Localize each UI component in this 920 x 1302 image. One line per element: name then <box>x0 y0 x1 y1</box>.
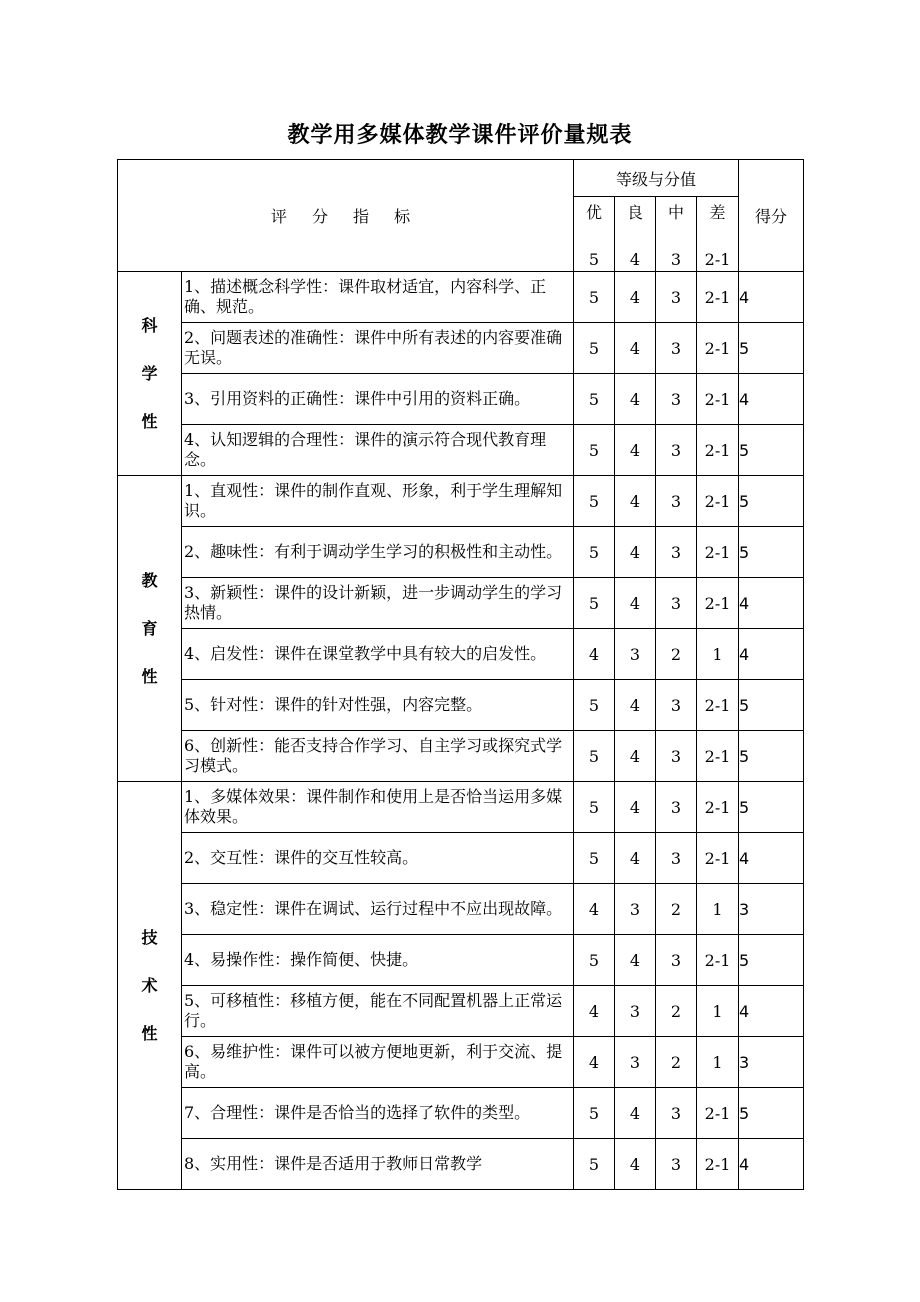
grade-value: 4 <box>615 731 656 782</box>
score-value: 4 <box>739 833 804 884</box>
grade-value: 3 <box>656 476 697 527</box>
criterion-text: 2、问题表述的准确性：课件中所有表述的内容要准确无误。 <box>182 323 574 374</box>
table-row <box>118 680 804 731</box>
table-row <box>118 1088 804 1139</box>
grade-value: 4 <box>574 884 615 935</box>
grade-value: 4 <box>615 323 656 374</box>
page-title: 教学用多媒体教学课件评价量规表 <box>287 123 633 148</box>
grade-value: 5 <box>574 680 615 731</box>
score-value: 5 <box>739 782 804 833</box>
score-value: 4 <box>739 986 804 1037</box>
criterion-text: 7、合理性：课件是否恰当的选择了软件的类型。 <box>182 1088 574 1139</box>
table-row <box>118 782 804 833</box>
grade-value: 5 <box>574 578 615 629</box>
grade-value: 5 <box>574 782 615 833</box>
grade-value: 3 <box>656 731 697 782</box>
grade-value: 3 <box>656 680 697 731</box>
criterion-text: 4、易操作性：操作简便、快捷。 <box>182 935 574 986</box>
table-row <box>118 425 804 476</box>
score-value: 5 <box>739 425 804 476</box>
grade-value: 4 <box>615 578 656 629</box>
grade-value: 3 <box>656 425 697 476</box>
criterion-text: 4、启发性：课件在课堂教学中具有较大的启发性。 <box>182 629 574 680</box>
indicator-header: 评 分 指 标 <box>118 160 574 272</box>
grade-value: 5 <box>574 425 615 476</box>
table-row <box>118 527 804 578</box>
grade-value: 2-1 <box>697 1139 739 1190</box>
grade-value: 2 <box>656 884 697 935</box>
grade-value: 3 <box>615 629 656 680</box>
score-value: 4 <box>739 272 804 323</box>
grade-value: 5 <box>574 935 615 986</box>
grade-value: 3 <box>656 782 697 833</box>
grade-value: 4 <box>615 272 656 323</box>
grade-value: 4 <box>574 986 615 1037</box>
grade-value: 5 <box>574 272 615 323</box>
grade-value: 5 <box>574 731 615 782</box>
grade-value: 3 <box>615 1037 656 1088</box>
category-label: 教 育 性 <box>118 476 182 782</box>
grade-value: 3 <box>656 374 697 425</box>
grade-value: 4 <box>574 1037 615 1088</box>
grade-value: 4 <box>615 935 656 986</box>
score-value: 5 <box>739 935 804 986</box>
grade-value: 5 <box>574 1088 615 1139</box>
criterion-text: 5、可移植性：移植方便，能在不同配置机器上正常运行。 <box>182 986 574 1037</box>
grade-value: 2-1 <box>697 323 739 374</box>
table-row <box>118 476 804 527</box>
criterion-text: 8、实用性：课件是否适用于教师日常教学 <box>182 1139 574 1190</box>
score-value: 5 <box>739 1088 804 1139</box>
category-label: 技 术 性 <box>118 782 182 1190</box>
criterion-text: 2、交互性：课件的交互性较高。 <box>182 833 574 884</box>
grade-value: 2-1 <box>697 425 739 476</box>
grade-value: 2-1 <box>697 680 739 731</box>
grade-value: 3 <box>656 578 697 629</box>
criterion-text: 6、易维护性：课件可以被方便地更新，利于交流、提高。 <box>182 1037 574 1088</box>
grade-value: 4 <box>615 1088 656 1139</box>
grade-value: 5 <box>574 527 615 578</box>
grade-value: 2-1 <box>697 731 739 782</box>
table-row <box>118 833 804 884</box>
criterion-text: 3、新颖性：课件的设计新颖，进一步调动学生的学习热情。 <box>182 578 574 629</box>
grade-value: 2 <box>656 986 697 1037</box>
grade-value: 1 <box>697 986 739 1037</box>
grade-value: 5 <box>574 323 615 374</box>
grade-value: 2-1 <box>697 935 739 986</box>
table-row <box>118 578 804 629</box>
score-value: 4 <box>739 578 804 629</box>
table-row <box>118 323 804 374</box>
grade-value: 2 <box>656 1037 697 1088</box>
grade-value: 4 <box>615 1139 656 1190</box>
grade-value: 5 <box>574 833 615 884</box>
score-value: 3 <box>739 1037 804 1088</box>
grade-group-header: 等级与分值 <box>574 160 739 197</box>
score-header: 得分 <box>739 160 804 272</box>
grade-value: 3 <box>615 884 656 935</box>
criterion-text: 1、描述概念科学性：课件取材适宜，内容科学、正确、规范。 <box>182 272 574 323</box>
grade-value: 4 <box>574 629 615 680</box>
grade-value: 2-1 <box>697 374 739 425</box>
table-row <box>118 272 804 323</box>
grade-value: 3 <box>656 323 697 374</box>
score-value: 5 <box>739 527 804 578</box>
grade-value: 2-1 <box>697 1088 739 1139</box>
grade-value: 2-1 <box>697 578 739 629</box>
grade-value: 4 <box>615 782 656 833</box>
grade-value: 2-1 <box>697 833 739 884</box>
grade-value: 1 <box>697 629 739 680</box>
criterion-text: 3、稳定性：课件在调试、运行过程中不应出现故障。 <box>182 884 574 935</box>
grade-medium-header: 中 3 <box>656 197 697 272</box>
grade-value: 3 <box>656 272 697 323</box>
grade-value: 5 <box>574 1139 615 1190</box>
score-value: 3 <box>739 884 804 935</box>
grade-value: 4 <box>615 425 656 476</box>
score-value: 4 <box>739 1139 804 1190</box>
grade-value: 3 <box>656 1139 697 1190</box>
table-row <box>118 1139 804 1190</box>
score-value: 5 <box>739 680 804 731</box>
score-value: 4 <box>739 629 804 680</box>
grade-value: 4 <box>615 527 656 578</box>
criterion-text: 4、认知逻辑的合理性：课件的演示符合现代教育理念。 <box>182 425 574 476</box>
category-label: 科 学 性 <box>118 272 182 476</box>
criterion-text: 1、直观性：课件的制作直观、形象，利于学生理解知识。 <box>182 476 574 527</box>
criterion-text: 1、多媒体效果：课件制作和使用上是否恰当运用多媒体效果。 <box>182 782 574 833</box>
grade-value: 4 <box>615 476 656 527</box>
grade-value: 3 <box>656 833 697 884</box>
grade-value: 3 <box>656 527 697 578</box>
grade-value: 3 <box>615 986 656 1037</box>
table-row <box>118 935 804 986</box>
grade-value: 2 <box>656 629 697 680</box>
score-value: 5 <box>739 476 804 527</box>
table-row <box>118 731 804 782</box>
grade-excellent-header: 优 5 <box>574 197 615 272</box>
score-value: 5 <box>739 731 804 782</box>
table-row <box>118 986 804 1037</box>
grade-value: 5 <box>574 476 615 527</box>
criterion-text: 2、趣味性：有利于调动学生学习的积极性和主动性。 <box>182 527 574 578</box>
grade-value: 5 <box>574 374 615 425</box>
criterion-text: 6、创新性：能否支持合作学习、自主学习或探究式学习模式。 <box>182 731 574 782</box>
grade-value: 4 <box>615 833 656 884</box>
score-value: 5 <box>739 323 804 374</box>
grade-value: 2-1 <box>697 272 739 323</box>
grade-value: 2-1 <box>697 476 739 527</box>
criterion-text: 5、针对性：课件的针对性强，内容完整。 <box>182 680 574 731</box>
grade-value: 2-1 <box>697 527 739 578</box>
grade-value: 3 <box>656 935 697 986</box>
grade-value: 1 <box>697 884 739 935</box>
grade-poor-header: 差 2-1 <box>697 197 739 272</box>
grade-value: 3 <box>656 1088 697 1139</box>
table-row <box>118 884 804 935</box>
table-row <box>118 1037 804 1088</box>
grade-good-header: 良 4 <box>615 197 656 272</box>
score-value: 4 <box>739 374 804 425</box>
grade-value: 4 <box>615 680 656 731</box>
table-row <box>118 374 804 425</box>
table-row <box>118 629 804 680</box>
criterion-text: 3、引用资料的正确性：课件中引用的资料正确。 <box>182 374 574 425</box>
grade-value: 1 <box>697 1037 739 1088</box>
grade-value: 2-1 <box>697 782 739 833</box>
evaluation-table <box>117 159 804 1190</box>
grade-value: 4 <box>615 374 656 425</box>
